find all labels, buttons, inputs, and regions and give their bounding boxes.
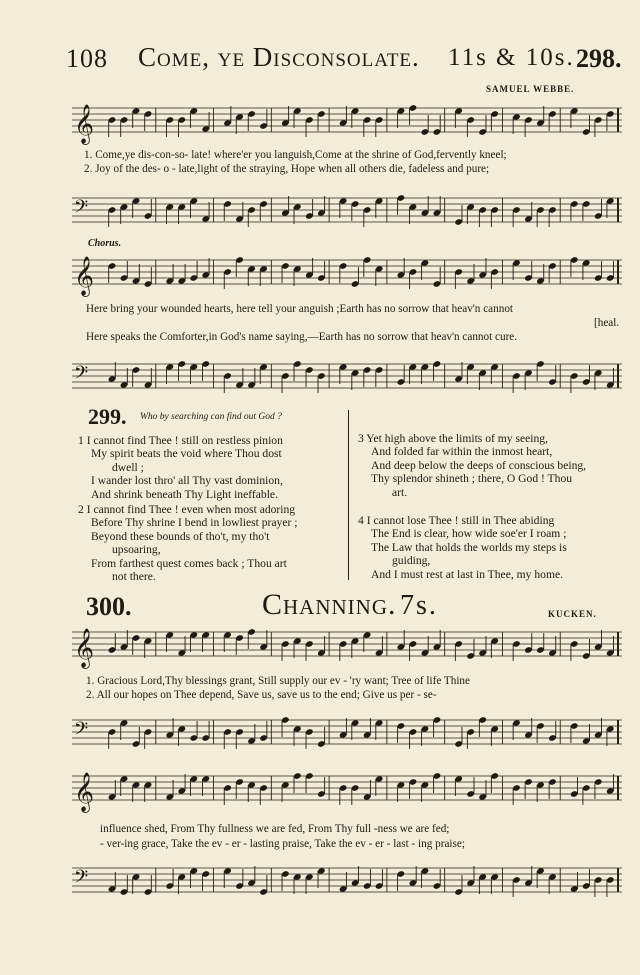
stanza-line: guiding, <box>392 554 431 568</box>
bass-clef-icon: 𝄢 <box>74 363 89 388</box>
stanza-line: 4 I cannot lose Thee ! still in Thee abiding <box>358 514 555 527</box>
page-number: 108 <box>66 44 108 73</box>
bass-staff-300-a <box>72 712 630 756</box>
stanza-line: 3 Yet high above the limits of my seeing, <box>358 432 548 445</box>
hymn-300-lyric-verse-2: 2. All our hopes on Thee depend, Save us, save us to the end; Give us per - se- <box>86 689 437 701</box>
column-divider <box>348 410 349 580</box>
chorus-lyric-2: Here speaks the Comforter,in God's name saying,—Earth has no sorrow that heav'n cannot cure. <box>86 331 518 343</box>
bass-clef-icon: 𝄢 <box>74 867 89 892</box>
hymn-300-lyric-verse-2-b: - ver-ing grace, Take the ev - er - lasting praise, Take the ev - er - last - ing praise; <box>100 838 465 850</box>
hymn-300-meter: 7s. <box>400 590 438 621</box>
stanza-line: And I must rest at last in Thee, my home. <box>371 567 564 581</box>
stanza-line: The Law that holds the worlds my steps is <box>371 540 567 554</box>
stanza-line: art. <box>392 485 408 499</box>
treble-staff-298-b <box>72 252 630 296</box>
stanza-line: 2 I cannot find Thee ! even when most adoring <box>78 503 296 516</box>
hymn-299-number: 299. <box>88 404 127 429</box>
hymn-title: Come, ye Disconsolate. <box>138 42 420 72</box>
hymn-300-title: Channing. <box>262 588 397 621</box>
hymn-299-subtitle: Who by searching can find out God ? <box>140 412 282 422</box>
bass-clef-icon: 𝄢 <box>74 719 89 744</box>
bass-staff-300-b <box>72 860 630 904</box>
treble-staff-300-b <box>72 768 630 812</box>
hymn-300-number: 300. <box>86 592 132 621</box>
chorus-lyric-1-turnover: [heal. <box>594 317 620 329</box>
bass-clef-icon: 𝄢 <box>74 197 89 222</box>
composer-credit: SAMUEL WEBBE. <box>486 84 575 94</box>
hymn-number: 298. <box>576 44 622 73</box>
stanza-line: I wander lost thro' all Thy vast dominion, <box>91 474 283 488</box>
stanza-1 <box>78 434 343 501</box>
treble-clef-icon: 𝄞 <box>74 256 95 296</box>
treble-clef-icon: 𝄞 <box>74 772 95 812</box>
treble-clef-icon: 𝄞 <box>74 628 95 668</box>
chorus-lyric-1: Here bring your wounded hearts, here tell your anguish ;Earth has no sorrow that heav'n cannot <box>86 303 514 315</box>
stanza-line: And deep below the deeps of conscious being, <box>371 458 587 472</box>
stanza-line: not there. <box>112 570 156 584</box>
stanza-3 <box>358 432 633 499</box>
chorus-label: Chorus. <box>88 238 122 249</box>
stanza-line: Beyond these bounds of tho't, my tho't <box>91 529 270 543</box>
hymn-300-lyric-verse-1: 1. Gracious Lord,Thy blessings grant, Still supply our ev - 'ry want; Tree of life Thine <box>86 675 470 687</box>
stanza-line: From farthest quest comes back ; Thou art <box>91 556 287 570</box>
treble-clef-icon: 𝄞 <box>74 104 95 144</box>
stanza-4 <box>358 514 633 581</box>
stanza-2 <box>78 503 343 583</box>
bass-staff-298-a <box>72 190 630 234</box>
lyric-verse-1: 1. Come,ye dis-con-so- late! where'er you languish,Come at the shrine of God,fervently kneel; <box>84 149 507 161</box>
stanza-line: Before Thy shrine I bend in lowliest prayer ; <box>91 516 298 530</box>
hymn-meter: 11s & 10s. <box>448 44 575 71</box>
stanza-line: dwell ; <box>112 460 144 474</box>
stanza-line: Thy splendor shineth ; there, O God ! Thou <box>371 472 573 486</box>
stanza-line: 1 I cannot find Thee ! still on restless pinion <box>78 434 283 447</box>
stanza-line: The End is clear, how wide soe'er I roam ; <box>371 527 567 541</box>
stanza-line: And folded far within the inmost heart, <box>371 445 553 459</box>
hymn-300-lyric-verse-1-b: influence shed, From Thy fullness we are fed, From Thy full -ness we are fed; <box>100 823 450 835</box>
hymn-300-composer: KUCKEN. <box>548 609 597 619</box>
treble-staff-300-a <box>72 624 630 668</box>
treble-staff-298-a <box>72 100 630 144</box>
stanza-line: My spirit beats the void where Thou dost <box>91 447 282 461</box>
bass-staff-298-b <box>72 356 630 400</box>
stanza-line: And shrink beneath Thy Light ineffable. <box>91 487 278 501</box>
lyric-verse-2: 2. Joy of the des- o - late,light of the straying, Hope when all others die, fadeless and pure; <box>84 163 490 175</box>
stanza-line: upsoaring, <box>112 543 161 557</box>
